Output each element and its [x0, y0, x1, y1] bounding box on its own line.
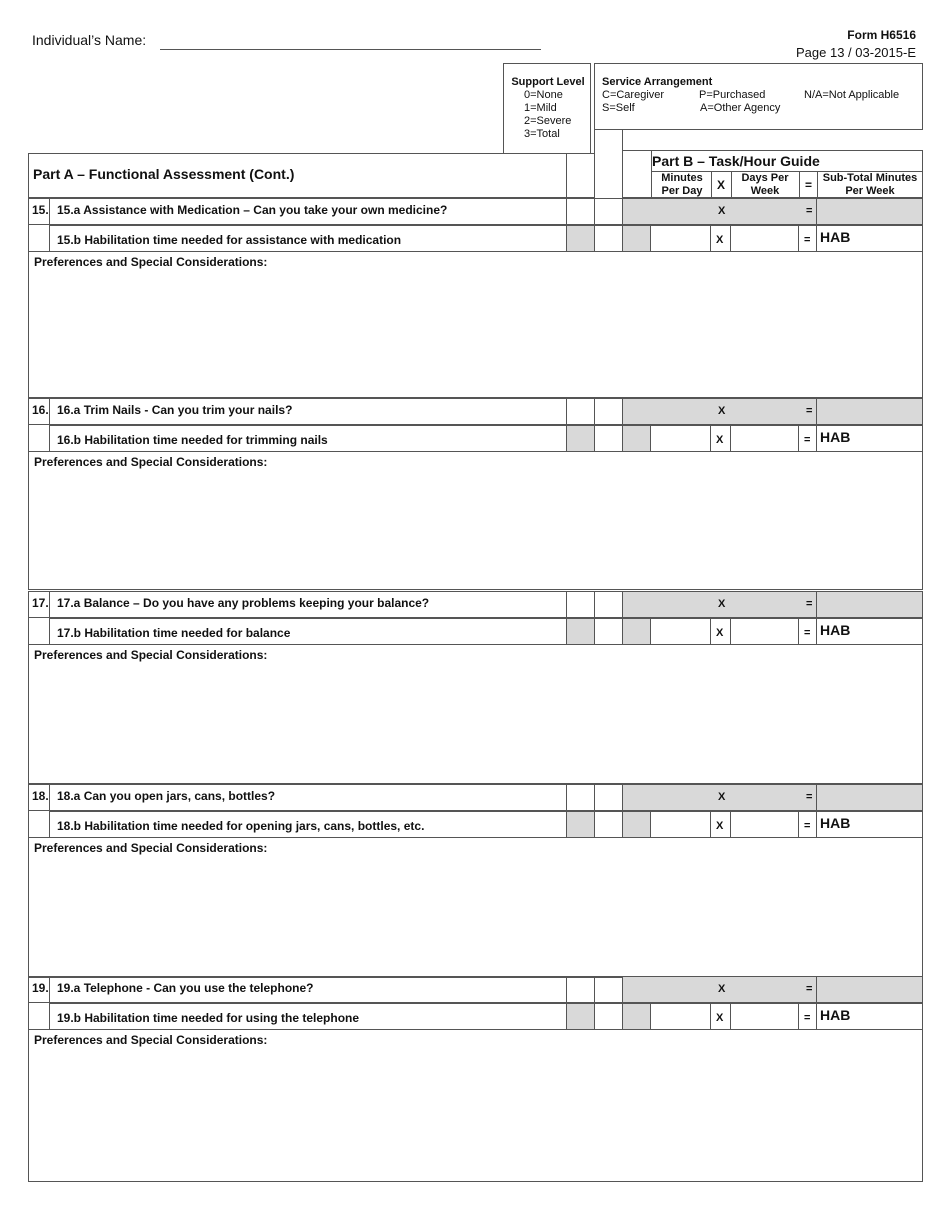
service-arrangement-option: P=Purchased — [699, 89, 766, 101]
times-sign: X — [716, 234, 724, 246]
item-number: 18. — [32, 789, 49, 803]
part-b-header — [622, 150, 923, 198]
hab-label: HAB — [820, 429, 851, 445]
item-number: 19. — [32, 981, 49, 995]
preferences-box[interactable] — [28, 1030, 923, 1182]
support-level-input[interactable] — [566, 198, 595, 225]
equals-cell — [798, 425, 817, 452]
times-sign: X — [716, 434, 724, 446]
part-b-shaded-cell — [622, 784, 817, 811]
hab-label: HAB — [820, 229, 851, 245]
service-arrangement-option: N/A=Not Applicable — [804, 89, 900, 101]
equals-sign: = — [806, 983, 813, 995]
shaded-cell — [622, 811, 651, 838]
service-arrangement-input[interactable] — [594, 976, 623, 1003]
times-sign: X — [716, 1012, 724, 1024]
item-number-cell — [28, 198, 50, 225]
part-b-shaded-cell — [622, 976, 817, 1003]
item-row-a — [28, 784, 923, 811]
preferences-label: Preferences and Special Considerations: — [34, 648, 268, 662]
item-row-b — [28, 618, 923, 645]
equals-sign: = — [804, 234, 811, 246]
equals-sign: = — [804, 820, 811, 832]
question-b: 19.b Habilitation time needed for using the telephone — [57, 1011, 360, 1025]
part-a-header — [28, 153, 566, 198]
subtotal-shaded-cell — [816, 398, 923, 425]
item-number-cell — [28, 784, 50, 811]
days-per-week-input[interactable] — [730, 811, 799, 838]
service-arrangement-input[interactable] — [594, 784, 623, 811]
item-row-b — [28, 425, 923, 452]
times-sign: X — [718, 983, 726, 995]
question-a-cell — [49, 398, 567, 425]
preferences-box[interactable] — [28, 838, 923, 978]
minutes-per-day-input[interactable] — [650, 811, 711, 838]
question-a: 19.a Telephone - Can you use the telephone? — [57, 981, 314, 995]
shaded-cell — [622, 618, 651, 645]
question-a: 17.a Balance – Do you have any problems keeping your balance? — [57, 596, 430, 610]
support-level-option: 0=None — [524, 89, 563, 101]
service-arrangement-input[interactable] — [594, 425, 623, 452]
times-sign: X — [718, 405, 726, 417]
question-b: 16.b Habilitation time needed for trimming nails — [57, 433, 328, 447]
equals-sign: = — [806, 598, 813, 610]
question-b: 18.b Habilitation time needed for opening jars, cans, bottles, etc. — [57, 819, 425, 833]
hab-label: HAB — [820, 815, 851, 831]
subtotal-input[interactable] — [816, 225, 923, 252]
service-arrangement-input[interactable] — [594, 618, 623, 645]
part-b-title: Part B – Task/Hour Guide — [652, 153, 820, 169]
item-number: 15. — [32, 203, 49, 217]
equals-cell — [798, 225, 817, 252]
equals-sign: = — [806, 205, 813, 217]
subtotal-input[interactable] — [816, 618, 923, 645]
support-level-input[interactable] — [566, 591, 595, 618]
service-arrangement-title: Service Arrangement — [602, 76, 713, 88]
question-a-cell — [49, 976, 567, 1003]
times-cell — [710, 618, 731, 645]
question-b: 15.b Habilitation time needed for assistance with medication — [57, 233, 402, 247]
question-a-cell — [49, 784, 567, 811]
hab-label: HAB — [820, 1007, 851, 1023]
item-number: 16. — [32, 403, 49, 417]
days-per-week-input[interactable] — [730, 1003, 799, 1030]
shaded-cell — [566, 811, 595, 838]
times-sign: X — [716, 627, 724, 639]
item-row-a — [28, 591, 923, 618]
shaded-cell — [622, 225, 651, 252]
support-level-input[interactable] — [566, 976, 595, 1003]
item-row-a — [28, 976, 923, 1003]
part-a-title: Part A – Functional Assessment (Cont.) — [33, 166, 295, 182]
part-b-shaded-cell — [622, 398, 817, 425]
times-cell — [710, 811, 731, 838]
days-per-week-input[interactable] — [730, 618, 799, 645]
equals-cell — [798, 618, 817, 645]
support-level-option: 3=Total — [524, 128, 560, 140]
question-a: 18.a Can you open jars, cans, bottles? — [57, 789, 276, 803]
support-level-option: 2=Severe — [524, 115, 572, 127]
shaded-cell — [566, 618, 595, 645]
times-cell — [710, 425, 731, 452]
service-arrangement-input[interactable] — [594, 198, 623, 225]
item-row-b — [28, 1003, 923, 1030]
days-per-week-input[interactable] — [730, 225, 799, 252]
times-sign: X — [718, 598, 726, 610]
hab-label: HAB — [820, 622, 851, 638]
subtotal-shaded-cell — [816, 784, 923, 811]
equals-sign: = — [804, 1012, 811, 1024]
page-info: Page 13 / 03-2015-E — [796, 45, 916, 60]
service-arrangement-input[interactable] — [594, 398, 623, 425]
part-b-shaded-cell — [622, 198, 817, 225]
equals-sign: = — [806, 791, 813, 803]
support-level-input[interactable] — [566, 398, 595, 425]
times-sign: X — [718, 791, 726, 803]
subtotal-input[interactable] — [816, 811, 923, 838]
item-number-cell-empty — [28, 811, 50, 838]
equals-cell — [798, 811, 817, 838]
subtotal-shaded-cell — [816, 591, 923, 618]
item-number-cell-empty — [28, 225, 50, 252]
individual-name-field[interactable] — [160, 49, 541, 50]
service-arrangement-input[interactable] — [594, 811, 623, 838]
item-number-cell-empty — [28, 425, 50, 452]
subtotal-input[interactable] — [816, 1003, 923, 1030]
subtotal-header: Sub-Total Minutes Per Week — [822, 172, 918, 197]
question-b-cell — [49, 225, 567, 252]
times-cell — [710, 1003, 731, 1030]
times-cell — [710, 225, 731, 252]
preferences-box[interactable] — [28, 452, 923, 590]
equals-sign: = — [806, 405, 813, 417]
support-level-title: Support Level — [511, 76, 585, 88]
service-arrangement-option: A=Other Agency — [700, 102, 781, 114]
question-b: 17.b Habilitation time needed for balance — [57, 626, 291, 640]
equals-header: = — [805, 178, 813, 192]
times-header: X — [717, 178, 726, 192]
equals-cell — [798, 1003, 817, 1030]
item-number: 17. — [32, 596, 49, 610]
shaded-cell — [566, 425, 595, 452]
item-number-cell — [28, 976, 50, 1003]
service-arrangement-option: S=Self — [602, 102, 635, 114]
preferences-box[interactable] — [28, 645, 923, 784]
question-b-cell — [49, 425, 567, 452]
equals-sign: = — [804, 434, 811, 446]
subtotal-input[interactable] — [816, 425, 923, 452]
subtotal-shaded-cell — [816, 976, 923, 1003]
question-b-cell — [49, 811, 567, 838]
question-a-cell — [49, 198, 567, 225]
preferences-label: Preferences and Special Considerations: — [34, 841, 268, 855]
support-level-input[interactable] — [566, 784, 595, 811]
minutes-per-day-input[interactable] — [650, 1003, 711, 1030]
minutes-per-day-input[interactable] — [650, 225, 711, 252]
question-a-cell — [49, 591, 567, 618]
form-number: Form H6516 — [847, 28, 916, 42]
item-number-cell — [28, 591, 50, 618]
shaded-cell — [622, 425, 651, 452]
times-sign: X — [718, 205, 726, 217]
minutes-per-day-input[interactable] — [650, 425, 711, 452]
service-arrangement-input[interactable] — [594, 225, 623, 252]
support-level-legend — [503, 63, 591, 154]
minutes-per-day-input[interactable] — [650, 618, 711, 645]
item-row-b — [28, 811, 923, 838]
question-b-cell — [49, 618, 567, 645]
item-number-cell-empty — [28, 618, 50, 645]
individual-name-label: Individual’s Name: — [32, 32, 147, 48]
preferences-label: Preferences and Special Considerations: — [34, 455, 268, 469]
part-b-shaded-cell — [622, 591, 817, 618]
support-level-column-header — [566, 153, 595, 198]
shaded-cell — [566, 1003, 595, 1030]
item-row-b — [28, 225, 923, 252]
days-per-week-header: Days Per Week — [741, 172, 789, 197]
service-arrangement-input[interactable] — [594, 591, 623, 618]
item-number-cell — [28, 398, 50, 425]
preferences-label: Preferences and Special Considerations: — [34, 1033, 268, 1047]
preferences-label: Preferences and Special Considerations: — [34, 255, 268, 269]
item-row-a — [28, 198, 923, 225]
service-arrangement-input[interactable] — [594, 1003, 623, 1030]
minutes-per-day-header: Minutes Per Day — [661, 172, 703, 197]
equals-sign: = — [804, 627, 811, 639]
shaded-cell — [622, 1003, 651, 1030]
item-number-cell-empty — [28, 1003, 50, 1030]
item-row-a — [28, 398, 923, 425]
question-b-cell — [49, 1003, 567, 1030]
question-a: 15.a Assistance with Medication – Can you take your own medicine? — [57, 203, 448, 217]
service-arrangement-option: C=Caregiver — [602, 89, 665, 101]
days-per-week-input[interactable] — [730, 425, 799, 452]
subtotal-shaded-cell — [816, 198, 923, 225]
support-level-option: 1=Mild — [524, 102, 557, 114]
times-sign: X — [716, 820, 724, 832]
shaded-cell — [566, 225, 595, 252]
service-arrangement-legend — [594, 63, 923, 130]
question-a: 16.a Trim Nails - Can you trim your nails? — [57, 403, 293, 417]
preferences-box[interactable] — [28, 252, 923, 398]
